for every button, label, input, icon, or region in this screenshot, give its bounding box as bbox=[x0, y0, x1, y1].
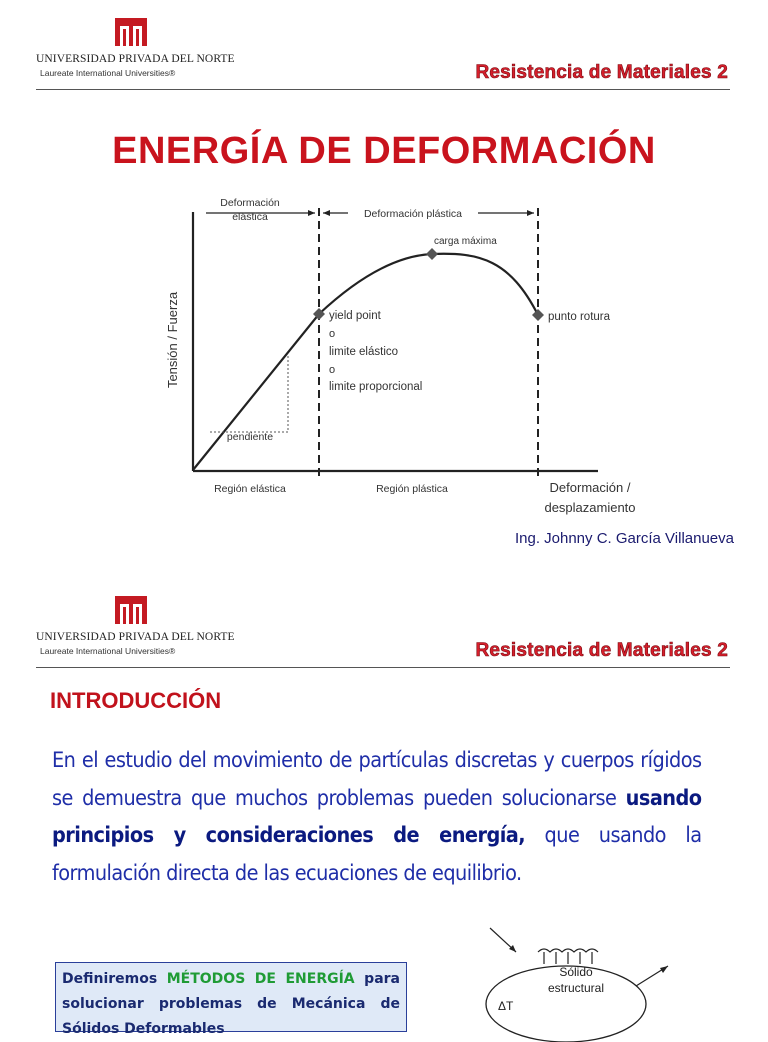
elastic-deformation-label-2: elástica bbox=[232, 211, 268, 223]
or-label-1: o bbox=[329, 328, 336, 340]
university-network: Laureate International Universities® bbox=[40, 646, 176, 656]
rupture-point-label: punto rotura bbox=[548, 311, 611, 323]
header-divider bbox=[36, 667, 730, 668]
plastic-arrowhead-right bbox=[527, 210, 534, 216]
course-name: Resistencia de Materiales 2 bbox=[475, 62, 728, 83]
course-name: Resistencia de Materiales 2 bbox=[475, 640, 728, 661]
yield-point-label: yield point bbox=[329, 310, 381, 322]
delta-t-label: ΔT bbox=[498, 999, 514, 1013]
elastic-region-label: Región elástica bbox=[214, 483, 286, 495]
force-arrowhead-right bbox=[660, 966, 668, 973]
proportional-limit-label: limite proporcional bbox=[329, 381, 423, 393]
elastic-arrowhead bbox=[308, 210, 315, 216]
elastic-limit-label: limite elástico bbox=[329, 346, 399, 358]
plastic-region-label: Región plástica bbox=[376, 483, 448, 495]
section-title: INTRODUCCIÓN bbox=[50, 688, 222, 713]
header-divider bbox=[36, 89, 730, 90]
solid-label-1: Sólido bbox=[559, 965, 593, 979]
y-axis-label: Tensión / Fuerza bbox=[165, 291, 180, 389]
x-axis-label-2: desplazamiento bbox=[544, 500, 636, 515]
intro-text-2: que usando la formulación directa de las ecuaciones de equilibrio. bbox=[52, 823, 702, 885]
x-axis-label-1: Deformación / bbox=[549, 480, 631, 495]
or-label-2: o bbox=[329, 364, 336, 376]
university-name: UNIVERSIDAD PRIVADA DEL NORTE bbox=[36, 631, 235, 643]
max-load-label: carga máxima bbox=[434, 236, 497, 247]
plastic-arrowhead-left bbox=[323, 210, 330, 216]
slide-introduccion bbox=[0, 590, 768, 1037]
energy-methods-box bbox=[55, 962, 407, 1037]
stress-strain-diagram bbox=[150, 190, 670, 525]
intro-text-bold: usando principios y consideraciones de energía, bbox=[52, 785, 702, 847]
elastic-deformation-label-1: Deformación bbox=[220, 197, 280, 209]
intro-text-1: En el estudio del movimiento de partículas discretas y cuerpos rígidos se demuestra que muchos problemas pueden solucionarse bbox=[52, 748, 702, 810]
plastic-deformation-label: Deformación plástica bbox=[363, 208, 463, 220]
solid-label-2: estructural bbox=[547, 981, 605, 995]
intro-paragraph bbox=[52, 742, 702, 892]
box-text-prefix: Definiremos bbox=[62, 971, 167, 987]
slide-title: ENERGÍA DE DEFORMACIÓN bbox=[112, 130, 656, 172]
university-name: UNIVERSIDAD PRIVADA DEL NORTE bbox=[36, 53, 235, 65]
university-network: Laureate International Universities® bbox=[40, 68, 176, 78]
distributed-load bbox=[538, 949, 598, 952]
rupture-point-marker bbox=[532, 309, 544, 321]
author: Ing. Johnny C. García Villanueva bbox=[514, 530, 734, 547]
structural-solid-diagram bbox=[476, 924, 696, 1024]
slope-label: pendiente bbox=[226, 431, 274, 443]
box-text-suffix: para solucionar problemas de Mecánica de Sólidos Deformables bbox=[62, 971, 400, 1037]
university-logo bbox=[115, 596, 147, 624]
max-load-marker bbox=[426, 248, 438, 260]
box-text-highlight: MÉTODOS DE ENERGÍA bbox=[166, 971, 355, 987]
university-logo bbox=[115, 18, 147, 46]
